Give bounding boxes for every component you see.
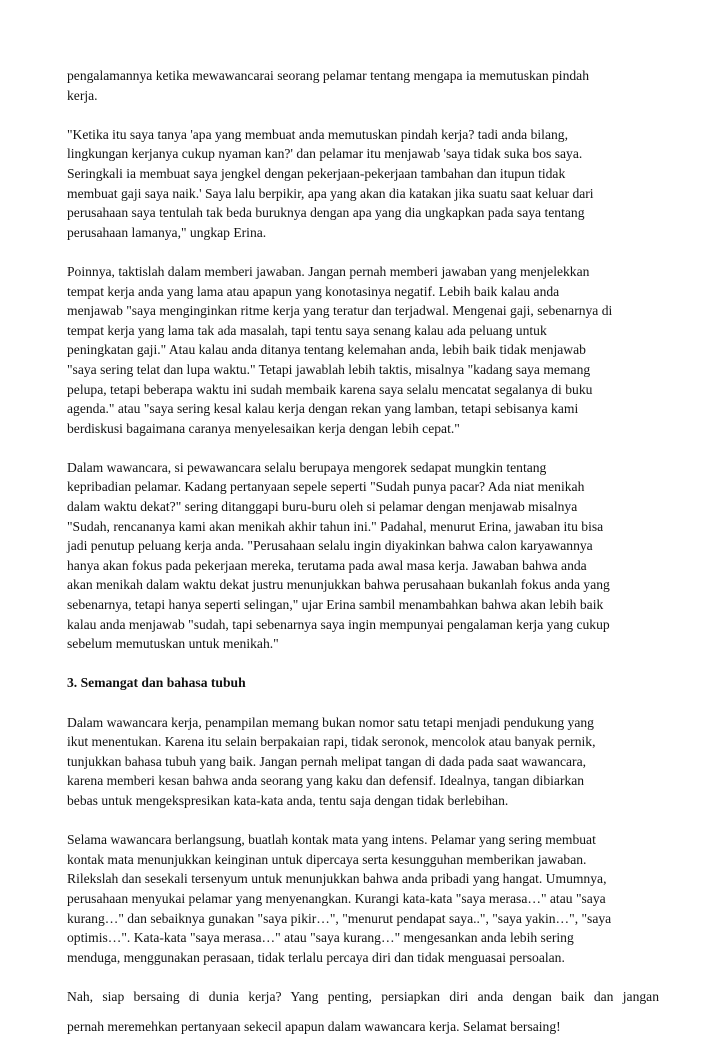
paragraph-line: perusahaan saya tentulah tak beda buruknya dengan apa yang dia ungkapkan pada saya tentang xyxy=(67,205,585,221)
paragraph-line: tunjukkan bahasa tubuh yang baik. Jangan pernah melipat tangan di dada pada saat wawancara, xyxy=(67,753,587,769)
closing-line: pernah meremehkan pertanyaan sekecil apapun dalam wawancara kerja. Selamat bersaing! xyxy=(67,1018,561,1034)
paragraph-line: Dalam wawancara kerja, penampilan memang bukan nomor satu tetapi menjadi pendukung yang xyxy=(67,714,594,730)
paragraph-line: perusahaan lamanya," ungkap Erina. xyxy=(67,224,267,240)
paragraph-line: kalau anda menjawab "sudah, tapi sebenarnya saya ingin mempunyai pengalaman kerja yang cukup xyxy=(67,616,610,632)
paragraph-line: menduga, menggunakan perasaan, tidak terlalu percaya diri dan tidak menguasai persoalan. xyxy=(67,949,565,965)
paragraph xyxy=(67,125,659,243)
paragraph-line: pelupa, tetapi beberapa waktu ini sudah membaik karena saya selalu mencatat segalanya di buku xyxy=(67,381,593,397)
paragraph-line: kurang…" dan sebaiknya gunakan "saya pikir…", "menurut pendapat saya..", "saya yakin…", "saya xyxy=(67,910,612,926)
paragraph-line: agenda." atau "saya sering kesal kalau kerja dengan rekan yang lamban, tetapi sebisanya kami xyxy=(67,401,579,417)
paragraph-line: akan menikah dalam waktu dekat justru menunjukkan bahwa perusahaan bukanlah fokus anda yang xyxy=(67,577,610,593)
section-heading: 3. Semangat dan bahasa tubuh xyxy=(67,675,246,691)
paragraph xyxy=(67,262,659,438)
paragraph-line: dalam waktu dekat?" sering ditanggapi buru-buru oleh si pelamar dengan menjawab misalnya xyxy=(67,499,578,515)
paragraph xyxy=(67,66,659,105)
paragraph-line: bebas untuk mengekspresikan kata-kata anda, tentu saja dengan tidak berlebihan. xyxy=(67,792,509,808)
paragraph-line: Selama wawancara berlangsung, buatlah kontak mata yang intens. Pelamar yang sering membuat xyxy=(67,832,596,848)
paragraph xyxy=(67,713,659,811)
paragraph xyxy=(67,458,659,654)
paragraph-line: pengalamannya ketika mewawancarai seorang pelamar tentang mengapa ia memutuskan pindah xyxy=(67,68,590,83)
paragraph-line: optimis…". Kata-kata "saya merasa…" atau "saya kurang…" mengesankan anda lebih sering xyxy=(67,930,574,946)
document-page xyxy=(67,66,659,1056)
paragraph-line: "Ketika itu saya tanya 'apa yang membuat anda memutuskan pindah kerja? tadi anda bilang, xyxy=(67,126,568,142)
paragraph xyxy=(67,830,659,967)
paragraph-line: kerja. xyxy=(67,87,98,103)
paragraph-line: Seringkali ia membuat saya jengkel dengan pekerjaan-pekerjaan tambahan dan itupun tidak xyxy=(67,165,566,181)
paragraph-line: "saya sering telat dan lupa waktu." Tetapi jawablah lebih taktis, misalnya "kadang saya memang xyxy=(67,361,591,377)
paragraph-line: jadi penutup peluang kerja anda. "Perusahaan selalu ingin diyakinkan bahwa calon karyawannya xyxy=(67,538,593,554)
paragraph-line: perusahaan menyukai pelamar yang menyenangkan. Kurangi kata-kata "saya merasa…" atau "saya xyxy=(67,890,606,906)
paragraph-line: membuat gaji saya naik.' Saya lalu berpikir, apa yang akan dia katakan jika suatu saat keluar dari xyxy=(67,185,594,201)
paragraph-line: kepribadian pelamar. Kadang pertanyaan sepele seperti "Sudah punya pacar? Ada niat menikah xyxy=(67,479,585,495)
paragraph-line: sebelum memutuskan untuk menikah." xyxy=(67,636,279,652)
paragraph-line: lingkungan kerjanya cukup nyaman kan?' dan pelamar itu menjawab 'saya tidak suka bos saya. xyxy=(67,146,583,162)
paragraph-line: sebenarnya, tetapi hanya seperti selingan," ujar Erina sambil menambahkan bahwa akan lebih baik xyxy=(67,597,604,613)
paragraph-line: "Sudah, rencananya kami akan menikah akhir tahun ini." Padahal, menurut Erina, jawaban itu bisa xyxy=(67,518,604,534)
paragraph-line: Poinnya, taktislah dalam memberi jawaban. Jangan pernah memberi jawaban yang menjelekkan xyxy=(67,263,590,279)
body-section-1 xyxy=(67,66,659,654)
paragraph-line: karena memberi kesan bahwa anda seorang yang kaku dan defensif. Idealnya, tangan dibiarkan xyxy=(67,773,585,789)
paragraph-line: peningkatan gaji." Atau kalau anda ditanya tentang kelemahan anda, lebih baik tidak menjawab xyxy=(67,342,586,358)
body-section-2 xyxy=(67,713,659,968)
paragraph-line: tempat kerja anda yang lama atau apapun yang konotasinya negatif. Lebih baik kalau anda xyxy=(67,283,560,299)
paragraph-line: kontak mata menunjukkan keinginan untuk dipercaya serta kesungguhan memberikan jawaban. xyxy=(67,851,587,867)
paragraph-line: Dalam wawancara, si pewawancara selalu berupaya mengorek sedapat mungkin tentang xyxy=(67,459,547,475)
closing-line: Nah, siap bersaing di dunia kerja? Yang penting, persiapkan diri anda dengan baik dan jangan xyxy=(67,988,659,1004)
paragraph-line: hanya akan fokus pada pekerjaan mereka, terutama pada awal masa kerja. Jawaban bahwa anda xyxy=(67,557,587,573)
paragraph-line: Rilekslah dan sesekali tersenyum untuk menunjukkan bahwa anda pribadi yang hangat. Umumnya, xyxy=(67,871,607,887)
paragraph-line: ikut menentukan. Karena itu selain berpakaian rapi, tidak seronok, mencolok atau banyak pernik, xyxy=(67,734,596,750)
closing-paragraph xyxy=(67,987,659,1036)
paragraph-line: menjawab "saya menginginkan ritme kerja yang teratur dan terjadwal. Mengenai gaji, sebenarnya di xyxy=(67,303,613,319)
paragraph-line: tempat kerja yang lama tak ada masalah, tapi tentu saya senang kalau ada peluang untuk xyxy=(67,322,547,338)
paragraph-line: berdiskusi bagaimana caranya menyelesaikan kerja dengan lebih cepat." xyxy=(67,420,460,436)
